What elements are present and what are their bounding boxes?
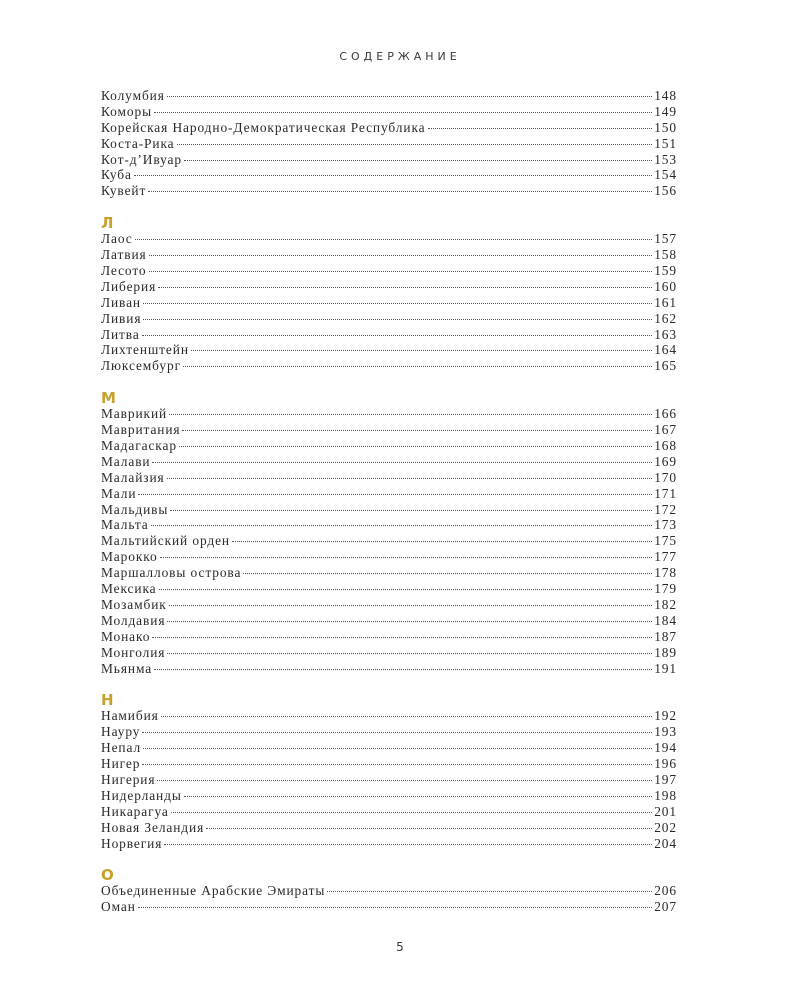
- toc-entry-title: Малайзия: [101, 469, 165, 485]
- toc-entry[interactable]: [101, 533, 677, 549]
- toc-entry-title: Малави: [101, 453, 151, 469]
- toc-entry-title: Ливия: [101, 310, 142, 326]
- dot-leader: [148, 188, 652, 192]
- dot-leader: [167, 475, 653, 479]
- toc-entry[interactable]: [101, 231, 677, 247]
- section-letter: О: [101, 866, 114, 885]
- dot-leader: [149, 268, 653, 272]
- toc-entry-title: Литва: [101, 326, 140, 342]
- toc-entry-page: 162: [654, 310, 677, 326]
- toc-entry[interactable]: [101, 104, 677, 120]
- toc-entry-title: Кот-д’Ивуар: [101, 151, 182, 167]
- toc-entry-title: Маврикий: [101, 406, 168, 422]
- toc-entry-page: 197: [654, 771, 677, 787]
- dot-leader: [143, 316, 652, 320]
- toc-entry[interactable]: [101, 88, 677, 104]
- toc-entry-title: Мьянма: [101, 660, 153, 676]
- toc-entry-page: 157: [654, 231, 677, 247]
- toc-entry-page: 169: [654, 453, 677, 469]
- toc-entry-page: 168: [654, 438, 677, 454]
- toc-entry-page: 201: [654, 803, 677, 819]
- toc-entry-title: Мадагаскар: [101, 438, 177, 454]
- dot-leader: [134, 172, 652, 176]
- toc-entry-page: 206: [654, 883, 677, 899]
- page-title: СОДЕРЖАНИЕ: [339, 50, 461, 63]
- toc-entry-title: Молдавия: [101, 612, 166, 628]
- toc-entry-page: 149: [654, 103, 677, 119]
- toc-section: [101, 867, 677, 915]
- toc-entry-page: 192: [654, 708, 677, 724]
- section-letter: М: [101, 389, 116, 408]
- toc-entry[interactable]: [101, 502, 677, 518]
- dot-leader: [167, 650, 652, 654]
- dot-leader: [159, 586, 653, 590]
- toc-entry-title: Колумбия: [101, 88, 165, 103]
- toc-entry-page: 196: [654, 756, 677, 772]
- dot-leader: [191, 347, 652, 351]
- toc-entry-title: Лесото: [101, 263, 147, 279]
- toc-entry-page: 165: [654, 358, 677, 374]
- table-of-contents: [101, 88, 677, 931]
- toc-entry[interactable]: [101, 645, 677, 661]
- toc-entry[interactable]: [101, 438, 677, 454]
- toc-entry[interactable]: [101, 327, 677, 343]
- toc-entry[interactable]: [101, 470, 677, 486]
- dot-leader: [206, 825, 652, 829]
- toc-entry-title: Люксембург: [101, 358, 181, 374]
- toc-entry[interactable]: [101, 486, 677, 502]
- toc-section: [101, 390, 677, 676]
- dot-leader: [161, 713, 653, 717]
- dot-leader: [142, 729, 652, 733]
- toc-entry-page: 179: [654, 581, 677, 597]
- toc-entry[interactable]: [101, 899, 677, 915]
- toc-entry-page: 148: [654, 88, 677, 103]
- toc-section: [101, 692, 677, 851]
- toc-entry-title: Латвия: [101, 247, 147, 263]
- toc-entry-title: Лихтенштейн: [101, 342, 189, 358]
- toc-entry-page: 182: [654, 596, 677, 612]
- toc-entry-page: 166: [654, 406, 677, 422]
- dot-leader: [171, 809, 652, 813]
- toc-entry[interactable]: [101, 247, 677, 263]
- toc-entry[interactable]: [101, 581, 677, 597]
- dot-leader: [167, 618, 652, 622]
- toc-section: [101, 215, 677, 374]
- toc-entry[interactable]: [101, 788, 677, 804]
- toc-entry-title: Намибия: [101, 708, 159, 724]
- dot-leader: [143, 745, 652, 749]
- section-letter: Н: [101, 691, 114, 710]
- dot-leader: [183, 363, 652, 367]
- dot-leader: [164, 841, 652, 845]
- toc-entry-page: 193: [654, 724, 677, 740]
- dot-leader: [179, 443, 652, 447]
- dot-leader: [152, 634, 652, 638]
- toc-entry-page: 198: [654, 787, 677, 803]
- page-number: 5: [396, 940, 404, 954]
- dot-leader: [142, 332, 653, 336]
- toc-entry-page: 158: [654, 247, 677, 263]
- toc-entry-page: 154: [654, 167, 677, 183]
- toc-entry-page: 172: [654, 501, 677, 517]
- dot-leader: [142, 761, 652, 765]
- toc-entry[interactable]: [101, 517, 677, 533]
- dot-leader: [169, 411, 652, 415]
- toc-entry-page: 207: [654, 899, 677, 915]
- toc-entry[interactable]: [101, 167, 677, 183]
- toc-entry[interactable]: [101, 708, 677, 724]
- toc-entry-page: 171: [654, 485, 677, 501]
- toc-entry-title: Кувейт: [101, 183, 147, 199]
- toc-entry-page: 187: [654, 628, 677, 644]
- toc-entry-title: Монголия: [101, 644, 166, 660]
- toc-entry-title: Мексика: [101, 581, 157, 597]
- toc-entry-page: 160: [654, 278, 677, 294]
- dot-leader: [151, 522, 653, 526]
- toc-entry-title: Мали: [101, 485, 137, 501]
- toc-entry[interactable]: [101, 597, 677, 613]
- dot-leader: [154, 109, 652, 113]
- toc-entry-title: Оман: [101, 899, 136, 915]
- toc-entry-page: 173: [654, 517, 677, 533]
- toc-entry[interactable]: [101, 836, 677, 852]
- toc-entry-title: Куба: [101, 167, 132, 183]
- toc-entry[interactable]: [101, 804, 677, 820]
- toc-entry-title: Мальдивы: [101, 501, 169, 517]
- toc-entry-title: Нидерланды: [101, 787, 182, 803]
- toc-entry-page: 170: [654, 469, 677, 485]
- dot-leader: [177, 141, 653, 145]
- toc-entry[interactable]: [101, 613, 677, 629]
- toc-entry[interactable]: [101, 820, 677, 836]
- toc-entry-page: 153: [654, 151, 677, 167]
- toc-entry-title: Монако: [101, 628, 151, 644]
- toc-entry[interactable]: [101, 883, 677, 899]
- toc-entry-title: Мозамбик: [101, 596, 167, 612]
- dot-leader: [243, 570, 652, 574]
- toc-entry-title: Лаос: [101, 231, 133, 247]
- toc-entry[interactable]: [101, 120, 677, 136]
- toc-entry-page: 163: [654, 326, 677, 342]
- section-letter: Л: [101, 214, 114, 233]
- toc-entry[interactable]: [101, 629, 677, 645]
- toc-entry-title: Мавритания: [101, 422, 181, 438]
- dot-leader: [232, 538, 652, 542]
- dot-leader: [170, 507, 652, 511]
- toc-entry-title: Новая Зеландия: [101, 819, 205, 835]
- toc-entry-title: Марокко: [101, 549, 158, 565]
- dot-leader: [184, 793, 652, 797]
- toc-entry[interactable]: [101, 406, 677, 422]
- toc-entry-title: Коста-Рика: [101, 135, 175, 151]
- toc-entry-page: 178: [654, 565, 677, 581]
- dot-leader: [149, 252, 653, 256]
- toc-entry[interactable]: [101, 152, 677, 168]
- toc-entry-page: 151: [654, 135, 677, 151]
- toc-entry[interactable]: [101, 724, 677, 740]
- dot-leader: [138, 491, 652, 495]
- toc-entry-page: 194: [654, 740, 677, 756]
- toc-entry[interactable]: [101, 772, 677, 788]
- toc-entry[interactable]: [101, 263, 677, 279]
- dot-leader: [157, 777, 652, 781]
- dot-leader: [167, 93, 652, 97]
- toc-entry[interactable]: [101, 422, 677, 438]
- toc-entry[interactable]: [101, 756, 677, 772]
- toc-entry[interactable]: [101, 740, 677, 756]
- toc-entry[interactable]: [101, 565, 677, 581]
- dot-leader: [152, 459, 652, 463]
- toc-entry-title: Норвегия: [101, 835, 163, 851]
- dot-leader: [154, 666, 652, 670]
- dot-leader: [138, 904, 652, 908]
- toc-entry-page: 191: [654, 660, 677, 676]
- toc-entry-title: Нигер: [101, 756, 141, 772]
- toc-entry-title: Коморы: [101, 103, 152, 119]
- toc-entry-title: Непал: [101, 740, 142, 756]
- toc-entry-title: Мальтийский орден: [101, 533, 230, 549]
- dot-leader: [143, 300, 652, 304]
- toc-entry-page: 159: [654, 263, 677, 279]
- dot-leader: [428, 125, 653, 129]
- toc-entry-page: 156: [654, 183, 677, 199]
- toc-entry-page: 184: [654, 612, 677, 628]
- toc-entry-title: Никарагуа: [101, 803, 169, 819]
- toc-entry[interactable]: [101, 454, 677, 470]
- toc-section: [101, 88, 677, 199]
- toc-entry-page: 189: [654, 644, 677, 660]
- toc-entry-title: Объединенные Арабские Эмираты: [101, 883, 326, 899]
- toc-entry-page: 204: [654, 835, 677, 851]
- toc-entry[interactable]: [101, 549, 677, 565]
- toc-entry-title: Нигерия: [101, 771, 156, 787]
- toc-entry[interactable]: [101, 183, 677, 199]
- toc-entry[interactable]: [101, 136, 677, 152]
- toc-entry-title: Науру: [101, 724, 141, 740]
- toc-entry[interactable]: [101, 295, 677, 311]
- toc-entry-title: Либерия: [101, 278, 157, 294]
- toc-entry-page: 161: [654, 294, 677, 310]
- dot-leader: [135, 236, 653, 240]
- dot-leader: [184, 157, 652, 161]
- toc-entry-title: Ливан: [101, 294, 142, 310]
- toc-entry[interactable]: [101, 342, 677, 358]
- toc-entry-page: 150: [654, 119, 677, 135]
- toc-entry-title: Мальта: [101, 517, 149, 533]
- dot-leader: [169, 602, 653, 606]
- dot-leader: [158, 284, 652, 288]
- toc-entry-title: Маршалловы острова: [101, 565, 242, 581]
- dot-leader: [160, 554, 653, 558]
- toc-entry-page: 175: [654, 533, 677, 549]
- toc-entry[interactable]: [101, 661, 677, 677]
- toc-entry-title: Корейская Народно-Демократическая Республика: [101, 119, 426, 135]
- toc-entry-page: 164: [654, 342, 677, 358]
- toc-entry-page: 177: [654, 549, 677, 565]
- dot-leader: [182, 427, 652, 431]
- toc-entry-page: 167: [654, 422, 677, 438]
- toc-entry[interactable]: [101, 358, 677, 374]
- toc-entry[interactable]: [101, 279, 677, 295]
- dot-leader: [327, 888, 652, 892]
- toc-entry[interactable]: [101, 311, 677, 327]
- toc-entry-page: 202: [654, 819, 677, 835]
